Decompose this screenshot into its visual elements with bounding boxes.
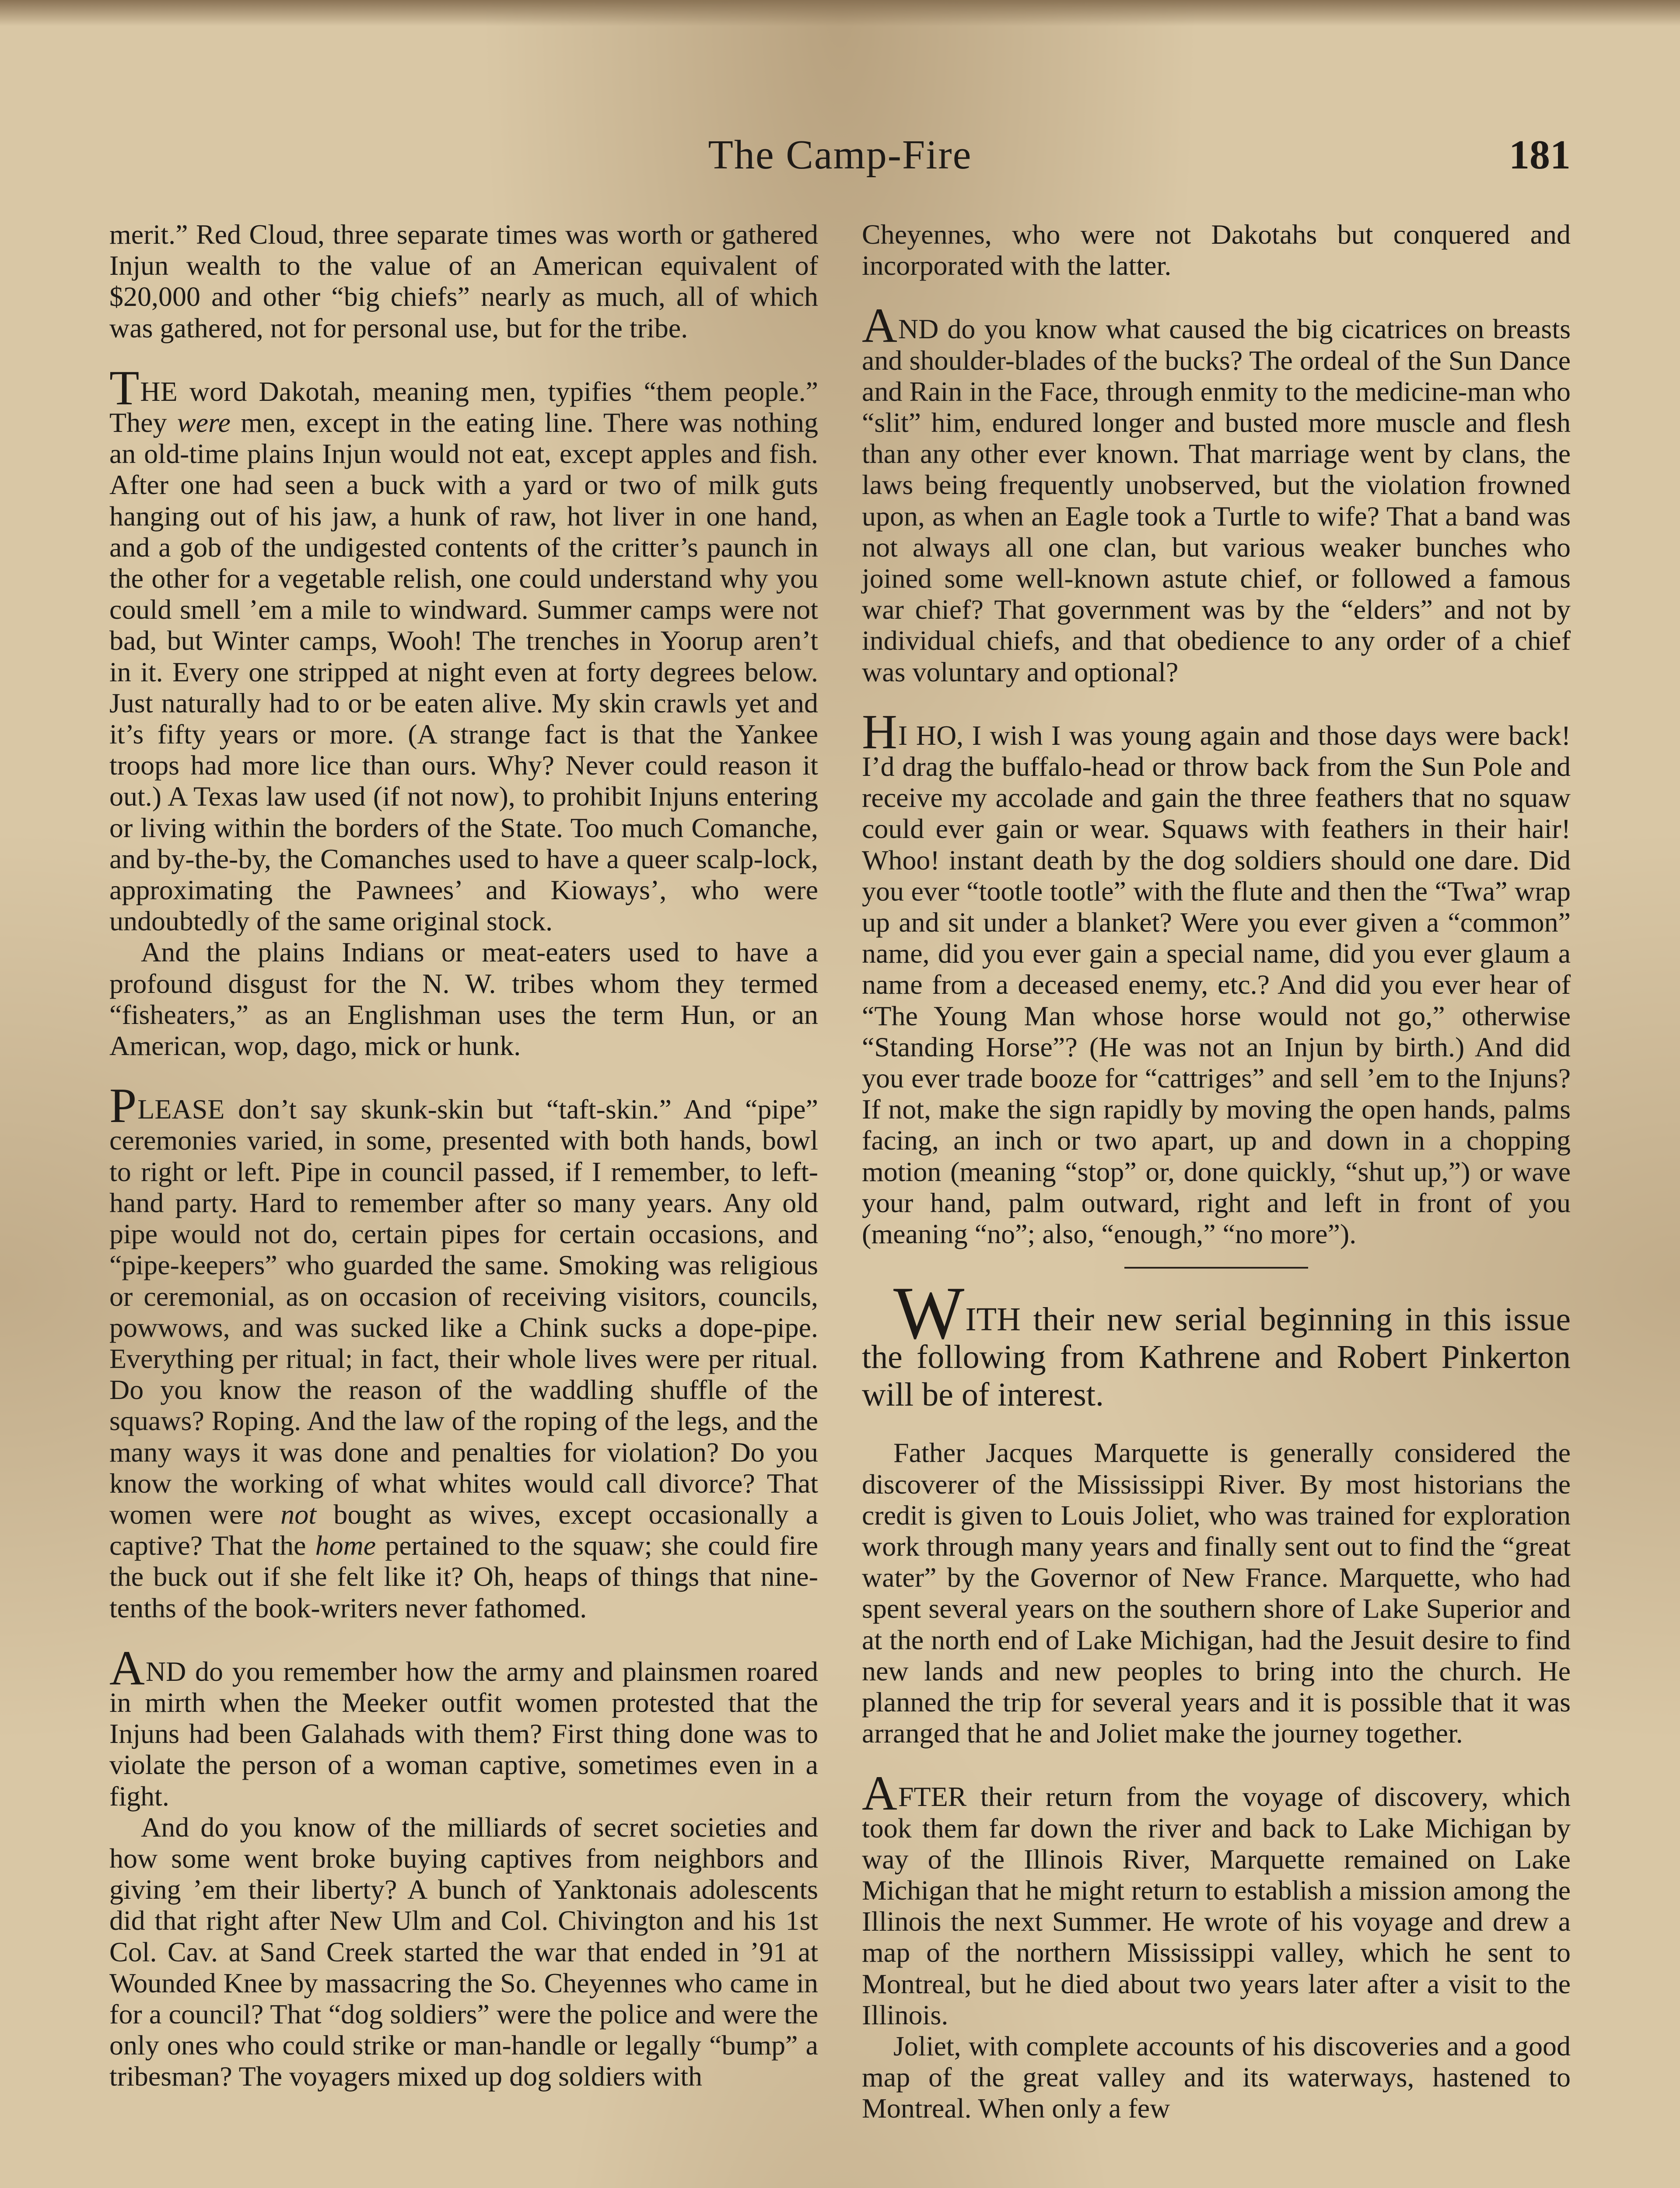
paragraph (862, 1272, 1571, 1413)
paragraph-text: LEASE don’t say skunk-skin but “taft-skin.” And “pipe” ceremonies varied, in some, presented with both hands, bowl to right or left. Pipe in council passed, if I remember, to left-hand party. Hard to remember after so many years. Any old pipe would not do, certain pipes for certain occasions, and “pipe-keepers” who guarded the same. Smoking was religious or ceremonial, as on occasion of receiving visitors, councils, powwows, and was sucked like a Chink sucks a dope-pipe. Everything per ritual; in fact, their whole lives were per ritual. Do you know the reason of the waddling shuffle of the squaws? Roping. And the law of the roping of the legs, and the many ways it was done and penalties for violation? Do you know the working of what whites would call divorce? That women were not bought as wives, except occasionally a captive? That the home pertained to the squaw; she could fire the buck out if she felt like it? Oh, heaps of things that nine-tenths of the book-writers never fathomed. (109, 1094, 819, 1623)
paragraph (109, 219, 818, 344)
paragraph (862, 219, 1571, 281)
paragraph-text: I HO, I wish I was young again and those days were back! I’d drag the buffalo-head or throw back from the Sun Pole and receive my accolade and gain the three feathers that no squaw could ever gain or wear. Squaws with feathers in their hair! Whoo! instant death by the dog soldiers should one dare. Did you ever “tootle tootle” with the flute and then the “Twa” wrap up and sit under a blanket? Were you ever given a “common” name, did you ever gain a special name, did you ever glaum a name from a deceased enemy, etc.? And did you ever hear of “The Young Man whose horse would not go,” otherwise “Standing Horse”? (He was not an Injun by birth.) And did you ever trade booze for “cattriges” and sell ’em to the Injuns? If not, make the sign rapidly by moving the open hands, palms facing, an inch or two apart, up and down in a chopping motion (meaning “stop” or, done quickly, “shut up,”) or wave your hand, palm outward, right and left in front of you (meaning “no”; also, “enough,” “no more”). (862, 719, 1571, 1250)
section-title: The Camp-Fire (708, 132, 972, 178)
paragraph (109, 936, 818, 1061)
paragraph-text: merit.” Red Cloud, three separate times was worth or gathered Injun wealth to the value of an American equivalent of $20,000 and other “big chiefs” nearly as much, all of which was gathered, not for personal use, but for the tribe. (109, 219, 818, 344)
paragraph-text: HE word Dakotah, meaning men, typifies “them people.” They were men, except in the eating line. There was nothing an old-time plains Injun would not eat, except apples and fish. After one had seen a buck with a yard or two of milk guts hanging out of his jaw, a hunk of raw, hot liver in one hand, and a gob of the undigested contents of the critter’s paunch in the other for a vegetable relish, one could understand why you could smell ’em a mile to windward. Summer camps were not bad, but Winter camps, Wooh! The trenches in Yoorup aren’t in it. Every one stripped at night even at forty degrees below. Just naturally had to or be eaten alive. My skin crawls yet and it’s fifty years or more. (A strange fact is that the Yankee troops had more lice than ours. Why? Never could reason it out.) A Texas law used (if not now), to prohibit Injuns entering or living within the borders of the State. Too much Comanche, and by-the-by, the Comanches used to have a queer scalp-lock, approximating the Pawnees’ and Kioways’, who were undoubtedly of the same original stock. (109, 375, 819, 937)
left-column (109, 219, 818, 2092)
paragraph (109, 1812, 818, 2092)
section-divider (1124, 1267, 1308, 1269)
paragraph (109, 1079, 819, 1623)
paragraph-text: And the plains Indians or meat-eaters used to have a profound disgust for the N. W. tribes whom they termed “fisheaters,” as an Englishman uses the term Hun, or an American, wop, dago, mick or hunk. (109, 936, 818, 1062)
drop-cap: W (893, 1272, 965, 1355)
paragraph-text: Cheyennes, who were not Dakotahs but conquered and incorporated with the latter. (862, 219, 1571, 281)
paragraph-text: And do you know of the milliards of secret societies and how some went broke buying captives from neighbors and giving ’em their liberty? A bunch of Yanktonais adolescents did that right after New Ulm and Col. Chivington and his 1st Col. Cav. at Sand Creek started the war that ended in ’91 at Wounded Knee by massacring the So. Cheyennes who came in for a council? That “dog soldiers” were the police and were the only ones who could strike or man-handle or legally “bump” a tribesman? The voyagers mixed up dog soldiers with (109, 1811, 818, 2092)
paragraph-text: ND do you know what caused the big cicatrices on breasts and shoulder-blades of the bucks? The ordeal of the Sun Dance and Rain in the Face, through enmity to the medicine-man who “slit” him, endured longer and busted more muscle and flesh than any other ever known. That marriage went by clans, the laws being frequently unobserved, but the violation frowned upon, as when an Eagle took a Turtle to wife? That a band was not always all one clan, but various weaker bunches who joined some well-known astute chief, or followed a famous war chief? That government was by the “elders” and not by individual chiefs, and that obedience to any order of a chief was voluntary and optional? (862, 313, 1571, 687)
paragraph (109, 361, 819, 937)
paragraph-text: Joliet, with complete accounts of his discoveries and a good map of the great valley and its waterways, hastened to Montreal. When only a few (862, 2030, 1571, 2124)
page-number: 181 (1509, 132, 1571, 178)
drop-cap: A (109, 1641, 145, 1695)
paragraph-text: FTER their return from the voyage of discovery, which took them far down the river and back to Lake Michigan by way of the Illinois River, Marquette remained on Lake Michigan that he might return to establish a mission among the Illinois the next Summer. He wrote of his voyage and drew a map of the northern Mississippi valley, which he sent to Montreal, but he died about two years later after a visit to the Illinois. (862, 1781, 1571, 2030)
paragraph-text: ND do you remember how the army and plainsmen roared in mirth when the Meeker outfit women protested that the Injuns had been Galahads with them? First thing done was to violate the person of a woman captive, sometimes even in a fight. (109, 1655, 818, 1812)
paragraph (862, 298, 1571, 687)
paragraph (862, 1766, 1571, 2030)
paragraph (862, 1437, 1571, 1749)
drop-cap: A (862, 298, 897, 353)
paragraph-text: ITH their new serial beginning in this issue the following from Kathrene and Robert Pinkerton will be of interest. (862, 1301, 1571, 1413)
paragraph (109, 1641, 818, 1812)
drop-cap: H (862, 705, 897, 759)
paragraph (862, 705, 1571, 1250)
drop-cap: P (109, 1079, 137, 1133)
paragraph (862, 2030, 1571, 2124)
page-top-edge (0, 0, 1680, 26)
right-column (862, 219, 1571, 2124)
drop-cap: A (862, 1766, 897, 1821)
drop-cap: T (109, 361, 140, 415)
paragraph-text: Father Jacques Marquette is generally considered the discoverer of the Mississippi River. By most historians the credit is given to Louis Joliet, who was trained for exploration work through many years and finally sent out to find the “great water” by the Governor of New France. Marquette, who had spent several years on the southern shore of Lake Superior and at the north end of Lake Michigan, had the Jesuit desire to find new lands and new peoples to bring into the church. He planned the trip for several years and it is possible that it was arranged that he and Joliet make the journey together. (862, 1437, 1571, 1749)
running-header (109, 127, 1571, 188)
